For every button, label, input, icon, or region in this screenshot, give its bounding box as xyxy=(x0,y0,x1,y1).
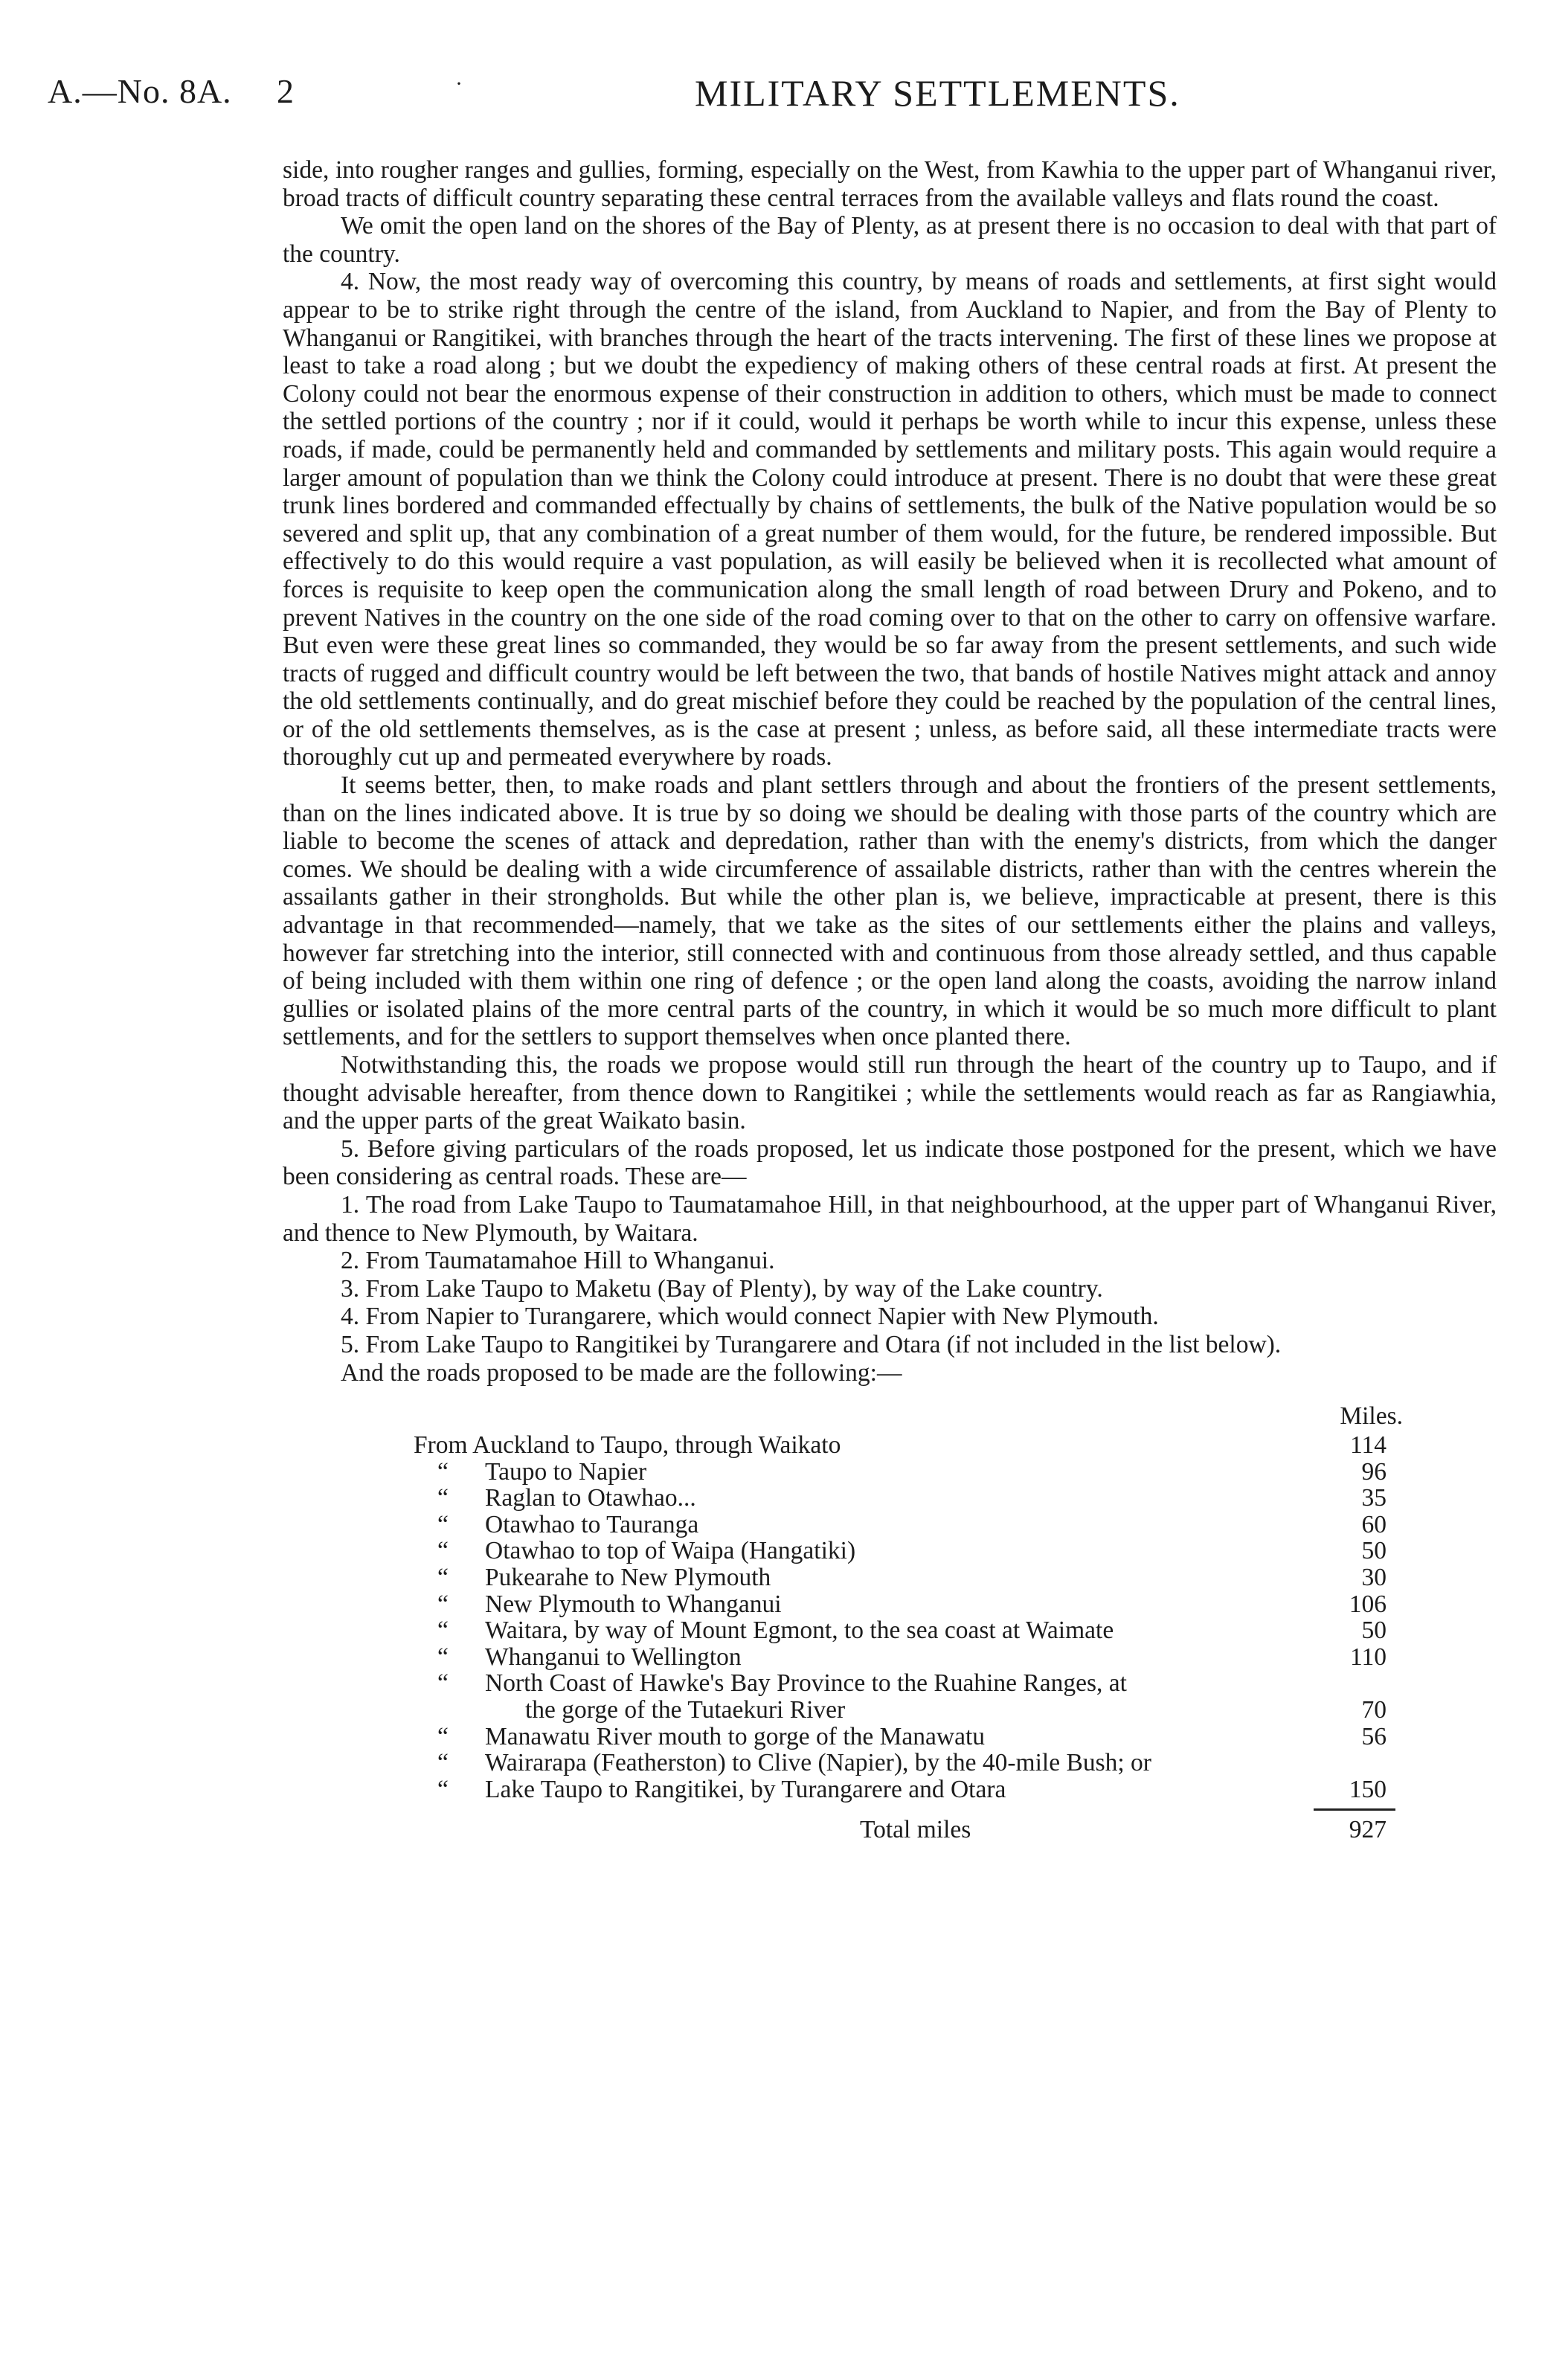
table-row xyxy=(414,1591,1403,1618)
table-row xyxy=(414,1617,1403,1644)
table-row xyxy=(414,1750,1403,1776)
road-name: Wairarapa (Featherston) to Clive (Napier), by the 40-mile Bush; or xyxy=(485,1749,1151,1777)
page-title: MILITARY SETTLEMENTS. xyxy=(695,72,1180,114)
ditto-mark: “ xyxy=(437,1590,449,1618)
ditto-mark: “ xyxy=(437,1669,449,1698)
total-label: Total miles xyxy=(860,1816,971,1844)
ditto-mark: “ xyxy=(437,1722,449,1750)
document-reference: A.—No. 8A. xyxy=(48,72,232,110)
table-row xyxy=(414,1697,1403,1724)
total-row xyxy=(414,1816,1403,1844)
table-row xyxy=(414,1538,1403,1564)
road-miles: 50 xyxy=(1361,1617,1387,1645)
total-rule xyxy=(1314,1808,1395,1811)
road-miles: 110 xyxy=(1349,1643,1387,1671)
table-row xyxy=(414,1776,1403,1803)
road-name: Whanganui to Wellington xyxy=(485,1643,742,1671)
table-row xyxy=(414,1485,1403,1512)
proposed-roads-intro: And the roads proposed to be made are the following:— xyxy=(341,1358,902,1387)
ditto-mark: “ xyxy=(437,1510,449,1538)
miles-column-header: Miles. xyxy=(1340,1402,1403,1430)
road-miles: 30 xyxy=(1361,1564,1387,1591)
road-miles: 50 xyxy=(1361,1537,1387,1565)
stray-dot: · xyxy=(455,71,463,96)
postponed-road-item: 3. From Lake Taupo to Maketu (Bay of Plenty), by way of the Lake country. xyxy=(341,1274,1103,1303)
road-miles: 70 xyxy=(1361,1696,1387,1724)
paragraph-section-5: 5. Before giving particulars of the roads proposed, let us indicate those postponed for the present, which we have been considering as central roads. These are— xyxy=(283,1134,1497,1191)
ditto-mark: “ xyxy=(437,1484,449,1512)
road-name: Pukearahe to New Plymouth xyxy=(485,1564,771,1591)
ditto-mark: “ xyxy=(437,1749,449,1777)
table-row xyxy=(414,1644,1403,1671)
table-row xyxy=(414,1724,1403,1750)
road-name: the gorge of the Tutaekuri River xyxy=(525,1696,846,1724)
ditto-mark: “ xyxy=(437,1564,449,1591)
page-number: 2 xyxy=(277,72,294,110)
road-name: Lake Taupo to Rangitikei, by Turangarere and Otara xyxy=(485,1775,1006,1803)
road-name: North Coast of Hawke's Bay Province to the Ruahine Ranges, at xyxy=(485,1669,1127,1698)
ditto-mark: “ xyxy=(437,1775,449,1803)
ditto-mark: “ xyxy=(437,1457,449,1486)
road-name: Manawatu River mouth to gorge of the Manawatu xyxy=(485,1722,986,1750)
road-name: New Plymouth to Whanganui xyxy=(485,1590,782,1618)
road-miles: 35 xyxy=(1361,1484,1387,1512)
postponed-road-item: 5. From Lake Taupo to Rangitikei by Turangarere and Otara (if not included in the list below). xyxy=(341,1330,1282,1358)
paragraph-notwithstanding: Notwithstanding this, the roads we propose would still run through the heart of the country up to Taupo, and if thought advisable hereafter, from thence down to Rangitikei ; while the settlements would reach as far as Rangiawhia, and the upper parts of the great Waikato basin. xyxy=(283,1051,1497,1135)
table-row xyxy=(414,1564,1403,1591)
road-name: Otawhao to Tauranga xyxy=(485,1510,699,1538)
page-header xyxy=(48,71,1528,123)
ditto-mark: “ xyxy=(437,1643,449,1671)
ditto-mark: “ xyxy=(437,1617,449,1645)
paragraph-section-4: 4. Now, the most ready way of overcoming this country, by means of roads and settlements, at first sight would appear to be to strike right through the centre of the island, from Auckland to Napier, and from the Bay of Plenty to Whanganui or Rangitikei, with branches through the heart of the tracts intervening. The first of these lines we propose at least to take a road along ; but we doubt the expediency of making others of these central roads at first. At present the Colony could not bear the enormous expense of their construction in addition to others, which must be made to connect the settled portions of the country ; nor if it could, would it perhaps be worth while to incur this expense, unless these roads, if made, could be permanently held and commanded by settlements and military posts. This again would require a larger amount of population than we think the Colony could introduce at present. There is no doubt that were these great trunk lines bordered and commanded effectually by chains of settlements, the bulk of the Native population would be so severed and split up, that any combination of a great number of them would, for the future, be rendered impossible. But effectively to do this would require a vast population, as will easily be believed when it is recollected what amount of forces is requisite to keep open the communication along the small length of road between Drury and Pokeno, and to prevent Natives in the country on the one side of the road coming over to that on the other to carry on offensive warfare. But even were these great lines so commanded, they would be so far away from the present settlements, and such wide tracts of rugged and difficult country would be left between the two, that bands of hostile Natives might attack and annoy the old settlements continually, and do great mischief before they could be reached by the population of the central lines, or of the old settlements themselves, as is the case at present ; unless, as before said, all these intermediate tracts were thoroughly cut up and permeated everywhere by roads. xyxy=(283,268,1497,771)
road-name: Otawhao to top of Waipa (Hangatiki) xyxy=(485,1537,856,1565)
road-name: Waitara, by way of Mount Egmont, to the sea coast at Waimate xyxy=(485,1617,1114,1645)
table-row xyxy=(414,1512,1403,1538)
road-miles: 106 xyxy=(1349,1590,1387,1618)
postponed-road-item: 2. From Taumatamahoe Hill to Whanganui. xyxy=(341,1247,775,1275)
table-row xyxy=(414,1670,1403,1697)
total-miles: 927 xyxy=(1349,1816,1387,1844)
road-miles: 150 xyxy=(1349,1775,1387,1803)
ditto-mark: “ xyxy=(437,1537,449,1565)
road-name: Raglan to Otawhao... xyxy=(485,1484,696,1512)
postponed-road-item: 1. The road from Lake Taupo to Taumatamahoe Hill, in that neighbourhood, at the upper part of Whanganui River, and thence to New Plymouth, by Waitara. xyxy=(283,1190,1497,1247)
road-miles: 56 xyxy=(1361,1722,1387,1750)
paragraph-continued: side, into rougher ranges and gullies, forming, especially on the West, from Kawhia to the upper part of Whanganui river, broad tracts of difficult country separating these central terraces from the available valleys and flats round the coast. xyxy=(283,156,1497,212)
table-row xyxy=(414,1432,1403,1459)
postponed-road-item: 4. From Napier to Turangarere, which would connect Napier with New Plymouth. xyxy=(341,1303,1159,1331)
paragraph-bay-of-plenty: We omit the open land on the shores of the Bay of Plenty, as at present there is no occasion to deal with that part of the country. xyxy=(283,212,1497,268)
table-row xyxy=(414,1459,1403,1486)
body-text xyxy=(283,156,1497,1387)
road-miles: 60 xyxy=(1361,1510,1387,1538)
road-miles: 96 xyxy=(1361,1457,1387,1486)
road-name: Taupo to Napier xyxy=(485,1457,647,1486)
road-miles: 114 xyxy=(1349,1431,1387,1459)
road-name: From Auckland to Taupo, through Waikato xyxy=(414,1431,841,1459)
paragraph-frontiers: It seems better, then, to make roads and plant settlers through and about the frontiers of the present settlements, than on the lines indicated above. It is true by so doing we should be dealing with those parts of the country which are liable to become the scenes of attack and depredation, rather than with the enemy's districts, from which the danger comes. We should be dealing with a wide circumference of assailable districts, rather than with the centres wherein the assailants gather in their strongholds. But while the other plan is, we believe, impracticable at present, there is this advantage in that recommended—namely, that we take as the sites of our settlements either the plains and valleys, however far stretching into the interior, still connected with and continuous from those already settled, and thus capable of being included with them within one ring of defence ; or the open land along the coasts, avoiding the narrow inland gullies or isolated plains of the more central parts of the country, in which it would be so much more difficult to plant settlements, and for the settlers to support themselves when once planted there. xyxy=(283,771,1497,1051)
